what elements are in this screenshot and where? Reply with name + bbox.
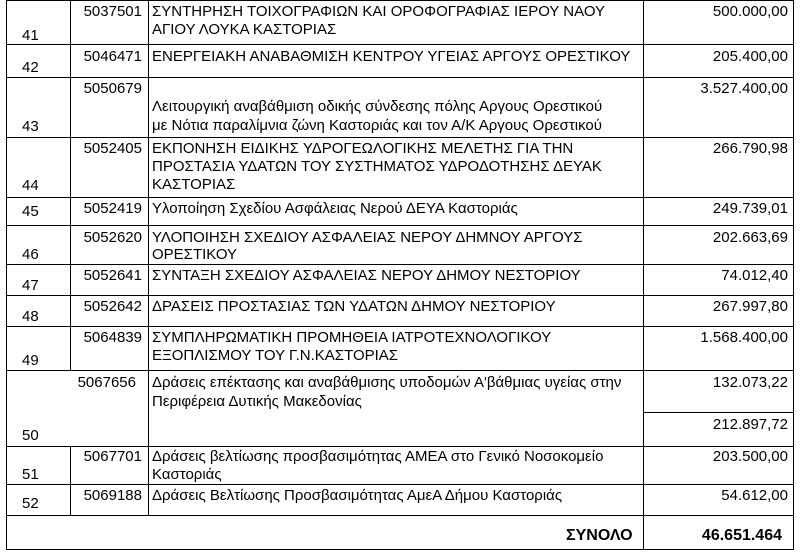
project-code: 5037501 — [83, 3, 142, 20]
project-description — [152, 117, 602, 134]
row-rule — [6, 264, 794, 265]
project-code: 5052641 — [83, 267, 142, 284]
project-code: 5050679 — [83, 80, 142, 97]
row-rule — [6, 370, 794, 371]
row-number: 47 — [22, 277, 39, 294]
project-description: ΣΥΝΤΗΡΗΣΗ ΤΟΙΧΟΓΡΑΦΙΩΝ ΚΑΙ ΟΡΟΦΟΓΡΑΦΙΑΣ ΙΕΡΟΥ ΝΑΟΥ — [152, 3, 606, 20]
row-rule — [6, 44, 794, 45]
project-amount: 202.663,69 — [712, 229, 788, 246]
project-amount-secondary: 212.897,72 — [712, 416, 788, 433]
project-amount: 249.739,01 — [712, 200, 788, 217]
project-description: ΔΡΑΣΕΙΣ ΠΡΟΣΤΑΣΙΑΣ ΤΩΝ ΥΔΑΤΩΝ ΔΗΜΟΥ ΝΕΣΤΟΡΙΟΥ — [152, 298, 556, 315]
project-description: ΕΞΟΠΛΙΣΜΟΥ ΤΟΥ Γ.Ν.ΚΑΣΤΟΡΙΑΣ — [152, 347, 399, 364]
row-number: 51 — [22, 466, 39, 483]
project-amount: 266.790,98 — [712, 140, 788, 157]
row-rule — [643, 412, 794, 413]
project-amount: 132.073,22 — [712, 374, 788, 391]
project-code: 5069188 — [83, 487, 142, 504]
project-description: ΣΥΜΠΛΗΡΩΜΑΤΙΚΗ ΠΡΟΜΗΘΕΙΑ ΙΑΤΡΟΤΕΧΝΟΛΟΓΙΚΟΥ — [152, 329, 552, 346]
col-rule — [643, 0, 644, 550]
row-number: 41 — [22, 27, 39, 44]
row-rule — [6, 197, 794, 198]
project-amount: 205.400,00 — [712, 48, 788, 65]
project-description: Καστοριάς — [152, 466, 222, 483]
project-description: ΠΡΟΣΤΑΣΙΑ ΥΔΑΤΩΝ ΤΟΥ ΣΥΣΤΗΜΑΤΟΣ ΥΔΡΟΔΟΤΗΣΗΣ ΔΕΥΑΚ — [152, 158, 602, 175]
project-description: ΟΡΕΣΤΙΚΟΥ — [152, 246, 238, 263]
row-number: 48 — [22, 308, 39, 325]
project-amount: 500.000,00 — [712, 3, 788, 20]
project-code: 5067701 — [83, 448, 142, 465]
project-description-part: Λειτουργική αναβάθμιση οδικής σύνδεσης πόλης Αργους Ορεστικού — [152, 98, 603, 115]
col-rule — [6, 0, 7, 550]
project-description: ΚΑΣΤΟΡΙΑΣ — [152, 176, 236, 193]
project-description: ΕΝΕΡΓΕΙΑΚΗ ΑΝΑΒΑΘΜΙΣΗ ΚΕΝΤΡΟΥ ΥΓΕΙΑΣ ΑΡΓΟΥΣ ΟΡΕΣΤΙΚΟΥ — [152, 48, 631, 65]
row-rule — [6, 446, 794, 447]
project-description: Δράσεις Βελτίωσης Προσβασιμότητας ΑμεΑ Δήμου Καστοριάς — [152, 487, 563, 504]
col-rule — [793, 0, 794, 550]
project-amount: 267.997,80 — [712, 298, 788, 315]
row-number: 46 — [22, 246, 39, 263]
row-number: 43 — [22, 118, 39, 135]
project-description: ΥΛΟΠΟΙΗΣΗ ΣΧΕΔΙΟΥ ΑΣΦΑΛΕΙΑΣ ΝΕΡΟΥ ΔΗΜΝΟΥ ΑΡΓΟΥΣ — [152, 229, 583, 246]
project-description: Δράσεις βελτίωσης προσβασιμότητας ΑΜΕΑ στο Γενικό Νοσοκομείο — [152, 448, 604, 465]
project-description: ΣΥΝΤΑΞΗ ΣΧΕΔΙΟΥ ΑΣΦΑΛΕΙΑΣ ΝΕΡΟΥ ΔΗΜΟΥ ΝΕΣΤΟΡΙΟΥ — [152, 267, 581, 284]
project-description — [152, 374, 621, 391]
project-amount: 1.568.400,00 — [700, 329, 788, 346]
row-rule — [6, 515, 794, 516]
project-code: 5064839 — [83, 329, 142, 346]
project-amount: 3.527.400,00 — [700, 80, 788, 97]
row-rule — [6, 326, 794, 327]
row-number: 44 — [22, 177, 39, 194]
row-rule — [6, 295, 794, 296]
row-number: 42 — [22, 59, 39, 76]
project-code: 5067656 — [77, 374, 136, 391]
row-number: 45 — [22, 203, 39, 220]
row-rule — [6, 137, 794, 138]
project-description-part: με Νότια παραλίμνια ζώνη Καστοριάς και τον Α/Κ Αργους Ορεστικού — [152, 117, 602, 134]
row-number: 52 — [22, 495, 39, 512]
project-code: 5046471 — [83, 48, 142, 65]
row-rule — [6, 225, 794, 226]
project-description-part: Δράσεις επέκτασης και αναβάθμισης υποδομών Α'βάθμιας υγείας στην — [152, 374, 622, 391]
row-number: 49 — [22, 352, 39, 369]
project-description: ΑΓΙΟΥ ΛΟΥΚΑ ΚΑΣΤΟΡΙΑΣ — [152, 21, 337, 38]
row-rule — [6, 0, 794, 1]
project-description: ΕΚΠΟΝΗΣΗ ΕΙΔΙΚΗΣ ΥΔΡΟΓΕΩΛΟΓΙΚΗΣ ΜΕΛΕΤΗΣ ΓΙΑ ΤΗΝ — [152, 140, 574, 157]
project-description: Περιφέρεια Δυτικής Μακεδονίας — [152, 393, 362, 410]
total-label: ΣΥΝΟΛΟ — [566, 527, 633, 544]
project-code: 5052419 — [83, 200, 142, 217]
project-description: Υλοποίηση Σχεδίου Ασφάλειας Νερού ΔΕΥΑ Καστοριάς — [152, 200, 518, 217]
row-number: 50 — [22, 427, 39, 444]
col-rule — [148, 0, 149, 516]
project-code: 5052620 — [83, 229, 142, 246]
project-code: 5052405 — [83, 140, 142, 157]
project-code: 5052642 — [83, 298, 142, 315]
row-rule — [6, 77, 794, 78]
budget-table — [6, 0, 794, 550]
total-value: 46.651.464 — [701, 527, 782, 544]
row-rule — [6, 549, 794, 550]
row-rule — [6, 484, 794, 485]
project-amount: 54.612,00 — [721, 487, 788, 504]
project-description — [152, 98, 602, 115]
project-amount: 74.012,40 — [721, 267, 788, 284]
project-amount: 203.500,00 — [712, 448, 788, 465]
